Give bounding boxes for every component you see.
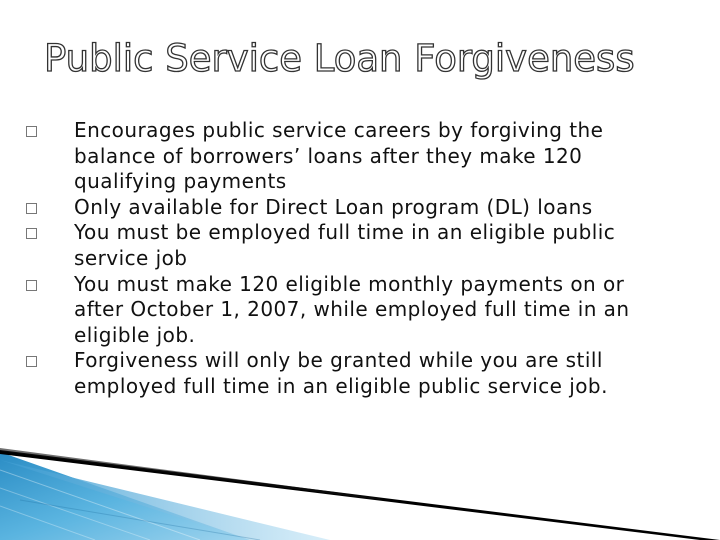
bullet-item: [26, 272, 676, 349]
bullet-item: [26, 220, 676, 271]
square-bullet-icon: [26, 126, 37, 137]
bullet-item: [26, 348, 676, 399]
bullet-text: Encourages public service careers by forgiving the balance of borrowers’ loans after they make 120 qualifying payments: [74, 118, 604, 194]
bullet-item: [26, 118, 676, 195]
decorative-corner-graphic: [0, 430, 720, 540]
bullet-list: [26, 118, 676, 400]
bullet-text: Only available for Direct Loan program (DL) loans: [74, 194, 593, 219]
square-bullet-icon: [26, 228, 37, 239]
bullet-item: [26, 195, 676, 221]
bullet-text: Forgiveness will only be granted while you are still employed full time in an eligible public service job.: [74, 348, 608, 398]
bullet-text: You must be employed full time in an eligible public service job: [74, 220, 616, 270]
slide-title: Public Service Loan Forgiveness: [44, 37, 635, 80]
square-bullet-icon: [26, 356, 37, 367]
square-bullet-icon: [26, 280, 37, 291]
bullet-text: You must make 120 eligible monthly payments on or after October 1, 2007, while employed full time in an eligible job.: [74, 271, 630, 347]
square-bullet-icon: [26, 203, 37, 214]
